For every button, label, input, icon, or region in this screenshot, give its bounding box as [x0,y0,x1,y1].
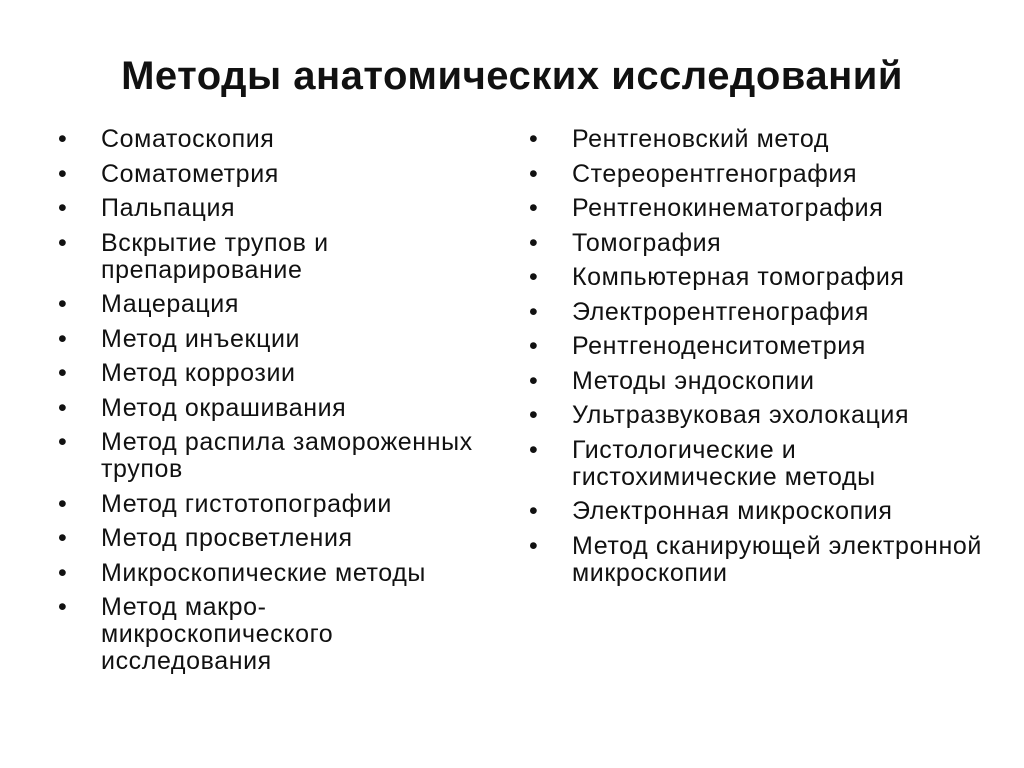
bullet-icon: • [529,159,539,188]
list-item-text: Методы эндоскопии [572,366,815,395]
left-method-list [56,126,496,683]
list-item [527,264,987,291]
list-item-text: Гистологические и гистохимические методы [572,435,876,491]
bullet-icon: • [529,401,539,429]
bullet-icon: • [529,125,539,153]
list-item-text: Стереорентгенография [572,159,858,188]
bullet-icon: • [529,228,539,257]
list-item-text: Рентгенокинематография [572,194,884,222]
bullet-icon: • [58,159,68,188]
list-item [56,360,496,387]
list-item [56,429,496,483]
list-item [527,230,987,257]
list-item-text: Рентгеноденситометрия [572,332,866,360]
list-item-text: Мацерация [101,290,239,318]
list-item-text: Электронная микроскопия [572,497,893,525]
bullet-icon: • [58,428,68,456]
list-item-text: Вскрытие трупов и препарирование [101,228,329,284]
list-item-text: Компьютерная томография [572,263,905,291]
list-item-text: Метод коррозии [101,359,296,387]
bullet-icon: • [529,194,539,222]
list-item [56,326,496,353]
list-item-text: Микроскопические методы [101,558,426,587]
bullet-icon: • [529,263,539,291]
right-method-list [527,126,987,594]
list-item [56,161,496,188]
bullet-icon: • [58,524,68,552]
list-item [527,161,987,188]
list-item-text: Пальпация [101,194,236,222]
list-item [56,525,496,552]
bullet-icon: • [58,125,68,153]
list-item-text: Электрорентгенография [572,297,869,326]
list-item-text: Метод окрашивания [101,393,347,422]
bullet-icon: • [529,531,539,560]
list-item [527,333,987,360]
list-item [527,402,987,429]
list-item-text: Соматометрия [101,159,279,188]
list-item [56,291,496,318]
list-item-text: Метод сканирующей электронной микроскопии [572,531,982,587]
list-item [527,533,987,587]
list-item [56,126,496,153]
bullet-icon: • [58,558,68,587]
list-item [56,594,496,675]
bullet-icon: • [58,359,68,387]
list-item-text: Метод макро-микроскопического исследования [101,593,334,675]
bullet-icon: • [58,489,68,518]
list-item-text: Ультразвуковая эхолокация [572,401,910,429]
bullet-icon: • [58,194,68,222]
list-item-text: Метод просветления [101,524,353,552]
list-item [527,126,987,153]
list-item [527,195,987,222]
list-item [527,299,987,326]
bullet-icon: • [529,435,539,464]
list-item [56,560,496,587]
bullet-icon: • [529,497,539,525]
list-item-text: Метод инъекции [101,324,301,353]
bullet-icon: • [58,290,68,318]
list-item [527,498,987,525]
list-item [527,368,987,395]
bullet-icon: • [58,393,68,422]
bullet-icon: • [529,366,539,395]
list-item [56,195,496,222]
bullet-icon: • [529,332,539,360]
list-item-text: Метод распила замороженных трупов [101,428,473,483]
list-item-text: Метод гистотопографии [101,489,392,518]
list-item [56,395,496,422]
slide-title: Методы анатомических исследований [121,54,903,98]
bullet-icon: • [58,324,68,353]
list-item-text: Соматоскопия [101,125,275,153]
bullet-icon: • [529,297,539,326]
list-item-text: Рентгеновский метод [572,125,830,153]
list-item-text: Томография [572,228,722,257]
list-item [56,491,496,518]
list-item [527,437,987,491]
list-item [56,230,496,284]
bullet-icon: • [58,228,68,257]
bullet-icon: • [58,593,68,621]
